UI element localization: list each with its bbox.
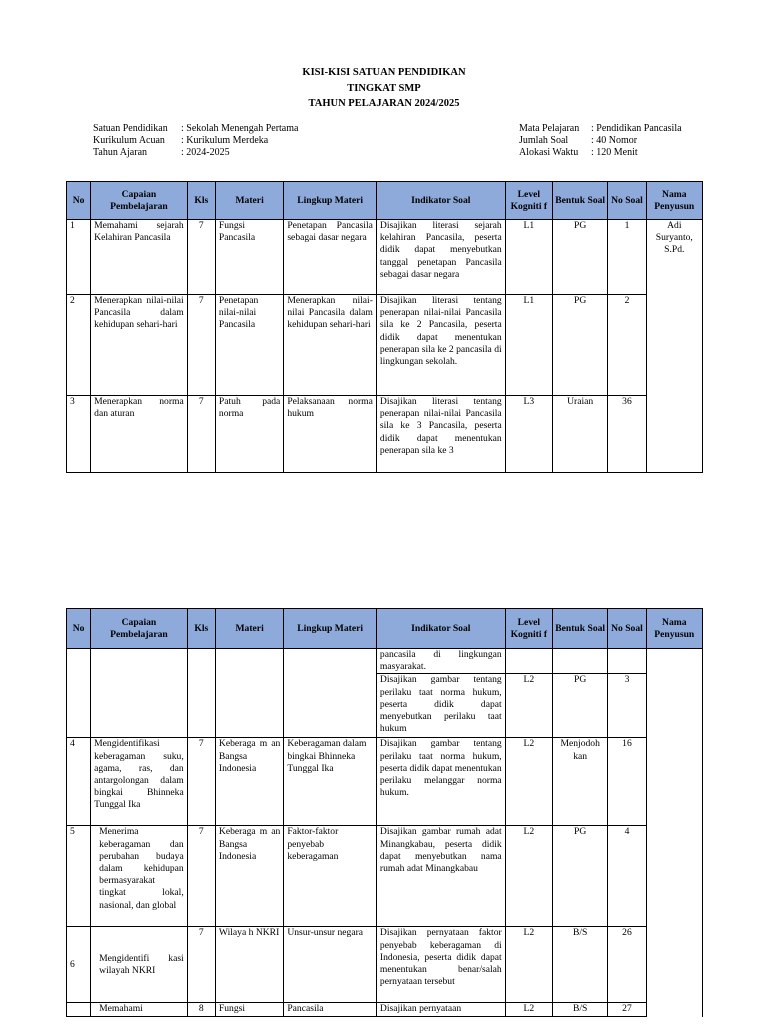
meta-value: : 120 Menit bbox=[591, 147, 638, 158]
cell-capaian: Menerapkan norma dan aturan bbox=[91, 396, 188, 473]
cell-bentuk: B/S bbox=[553, 1003, 608, 1017]
header-nosoal: No Soal bbox=[608, 182, 646, 220]
header-capaian: Capaian Pembelajaran bbox=[91, 609, 188, 649]
cell-level: L3 bbox=[505, 396, 552, 473]
cell-nosoal bbox=[608, 649, 646, 674]
cell-materi: Fungsi bbox=[215, 1003, 283, 1017]
table-row bbox=[67, 396, 703, 473]
header-capaian: Capaian Pembelajaran bbox=[91, 182, 188, 220]
cell-capaian: Mengidentifikasi keberagaman suku, agama, ras, dan antargolongan dalam bingkai Bhinneka Tunggal Ika bbox=[91, 738, 188, 826]
header-bentuk: Bentuk Soal bbox=[553, 182, 608, 220]
cell-bentuk: Uraian bbox=[553, 396, 608, 473]
meta-key: Jumlah Soal bbox=[519, 135, 569, 146]
cell-nosoal: 3 bbox=[608, 674, 646, 738]
table-row bbox=[67, 295, 703, 396]
cell-indikator: Disajikan gambar tentang perilaku taat norma hukum, peserta didik dapat menyebutkan perilaku taat hukum bbox=[376, 674, 505, 738]
cell-level: L1 bbox=[505, 220, 552, 295]
header-indikator: Indikator Soal bbox=[376, 609, 505, 649]
table-row bbox=[67, 220, 703, 295]
doc-title-line3: TAHUN PELAJARAN 2024/2025 bbox=[308, 98, 460, 109]
cell-materi: Patuh pada norma bbox=[215, 396, 283, 473]
meta-row-kurikulum bbox=[93, 135, 298, 147]
meta-right-block bbox=[519, 123, 682, 159]
header-no: No bbox=[67, 182, 91, 220]
cell-no: 4 bbox=[67, 738, 91, 826]
cell-lingkup: Faktor-faktor penyebab keberagaman bbox=[284, 826, 377, 927]
header-level: Level Kogniti f bbox=[505, 609, 552, 649]
cell-indikator bbox=[376, 396, 505, 473]
cell-level: L2 bbox=[505, 674, 552, 738]
cell-indikator: pancasila di lingkungan masyarakat. bbox=[376, 649, 505, 674]
cell-bentuk bbox=[553, 649, 608, 674]
cell-level: L2 bbox=[505, 826, 552, 927]
cell-capaian: Menerapkan nilai-nilai Pancasila dalam kehidupan sehari-hari bbox=[91, 295, 188, 396]
cell-level: L1 bbox=[505, 295, 552, 396]
cell-indikator-text: Disajikan literasi tentang penerapan nilai-nilai Pancasila sila ke 3 Pancasila, peserta didik dapat menentukan penerapan sila ke 3 bbox=[379, 396, 502, 456]
cell-nosoal: 1 bbox=[608, 220, 646, 295]
cell-materi: Fungsi Pancasila bbox=[215, 220, 283, 295]
cell-nosoal: 36 bbox=[608, 396, 646, 473]
cell-bentuk: PG bbox=[553, 220, 608, 295]
cell-kls: 7 bbox=[187, 826, 215, 927]
header-level: Level Kogniti f bbox=[505, 182, 552, 220]
header-nosoal: No Soal bbox=[608, 609, 646, 649]
cell-level: L2 bbox=[505, 738, 552, 826]
meta-key: Alokasi Waktu bbox=[519, 147, 579, 158]
cell-indikator: Disajikan gambar rumah adat Minangkabau, peserta didik dapat menyebutkan nama rumah adat Minangkabau bbox=[376, 826, 505, 927]
cell-indikator: Disajikan literasi tentang penerapan nilai-nilai Pancasila sila ke 2 Pancasila, peserta didik dapat menentukan penerapan sila ke 2 pancasila di lingkungan sekolah. bbox=[376, 295, 505, 396]
header-no: No bbox=[67, 609, 91, 649]
meta-key: Satuan Pendidikan bbox=[93, 123, 168, 134]
header-indikator: Indikator Soal bbox=[376, 182, 505, 220]
cell-lingkup: Keberagaman dalam bingkai Bhinneka Tunggal Ika bbox=[284, 738, 377, 826]
cell-materi: Keberaga m an Bangsa Indonesia bbox=[215, 826, 283, 927]
cell-bentuk: PG bbox=[553, 674, 608, 738]
cell-indikator: Disajikan pernyataan faktor penyebab keberagaman di Indonesia, peserta didik dapat menentukan benar/salah pernyataan tersebut bbox=[376, 927, 505, 1003]
cell-no bbox=[67, 1003, 91, 1017]
cell-level: L2 bbox=[505, 1003, 552, 1017]
cell-capaian: Mengidentifi kasi wilayah NKRI bbox=[91, 927, 188, 1003]
header-nama: Nama Penyusun bbox=[646, 182, 702, 220]
cell-kls bbox=[187, 649, 215, 738]
cell-no: 2 bbox=[67, 295, 91, 396]
meta-value: : Pendidikan Pancasila bbox=[591, 123, 682, 134]
cell-nosoal: 2 bbox=[608, 295, 646, 396]
cell-materi: Keberaga m an Bangsa Indonesia bbox=[215, 738, 283, 826]
cell-lingkup: Unsur-unsur negara bbox=[284, 927, 377, 1003]
cell-materi bbox=[215, 649, 283, 738]
meta-row-jumlah bbox=[519, 135, 682, 147]
cell-nosoal: 26 bbox=[608, 927, 646, 1003]
cell-no: 6 bbox=[67, 927, 91, 1003]
meta-key: Kurikulum Acuan bbox=[93, 135, 165, 146]
cell-kls: 8 bbox=[187, 1003, 215, 1017]
cell-kls: 7 bbox=[187, 220, 215, 295]
cell-capaian: Memahami bbox=[91, 1003, 188, 1017]
cell-lingkup: Penetapan Pancasila sebagai dasar negara bbox=[284, 220, 377, 295]
meta-row-satuan bbox=[93, 123, 298, 135]
meta-value: : 2024-2025 bbox=[181, 147, 230, 158]
cell-capaian bbox=[91, 649, 188, 738]
header-materi: Materi bbox=[215, 609, 283, 649]
header-materi: Materi bbox=[215, 182, 283, 220]
cell-nama-penyusun bbox=[646, 649, 702, 1017]
cell-bentuk: B/S bbox=[553, 927, 608, 1003]
doc-title-line2: TINGKAT SMP bbox=[347, 83, 421, 94]
cell-capaian: Memahami sejarah Kelahiran Pancasila bbox=[91, 220, 188, 295]
cell-lingkup: Pancasila bbox=[284, 1003, 377, 1017]
meta-key: Tahun Ajaran bbox=[93, 147, 148, 158]
cell-materi: Penetapan nilai-nilai Pancasila bbox=[215, 295, 283, 396]
header-kls: Kls bbox=[187, 182, 215, 220]
header-lingkup: Lingkup Materi bbox=[284, 182, 377, 220]
cell-capaian: Menerima keberagaman dan perubahan budaya dalam kehidupan bermasyarakat tingkat lokal, nasional, dan global bbox=[91, 826, 188, 927]
cell-bentuk: PG bbox=[553, 826, 608, 927]
kisi-table-page1 bbox=[66, 181, 703, 473]
meta-left-block bbox=[93, 123, 298, 159]
header-nama: Nama Penyusun bbox=[646, 609, 702, 649]
cell-indikator: Disajikan pernyataan bbox=[376, 1003, 505, 1017]
doc-title-line1: KISI-KISI SATUAN PENDIDIKAN bbox=[302, 67, 466, 78]
cell-kls: 7 bbox=[187, 738, 215, 826]
cell-no: 5 bbox=[67, 826, 91, 927]
cell-nama-penyusun: Adi Suryanto, S.Pd. bbox=[646, 220, 702, 473]
table-header-row bbox=[67, 182, 703, 220]
meta-value: : 40 Nomor bbox=[591, 135, 638, 146]
cell-level bbox=[505, 649, 552, 674]
cell-kls: 7 bbox=[187, 396, 215, 473]
meta-row-tahun bbox=[93, 147, 298, 159]
cell-kls: 7 bbox=[187, 295, 215, 396]
cell-kls: 7 bbox=[187, 927, 215, 1003]
cell-level: L2 bbox=[505, 927, 552, 1003]
table-row bbox=[67, 649, 703, 674]
meta-row-mapel bbox=[519, 123, 682, 135]
meta-key: Mata Pelajaran bbox=[519, 123, 580, 134]
meta-value: : Sekolah Menengah Pertama bbox=[181, 123, 299, 134]
meta-value: : Kurikulum Merdeka bbox=[181, 135, 269, 146]
cell-no: 1 bbox=[67, 220, 91, 295]
header-kls: Kls bbox=[187, 609, 215, 649]
cell-no: 3 bbox=[67, 396, 91, 473]
cell-lingkup: Menerapkan nilai-nilai Pancasila dalam kehidupan sehari-hari bbox=[284, 295, 377, 396]
header-bentuk: Bentuk Soal bbox=[553, 609, 608, 649]
cell-bentuk: Menjodoh kan bbox=[553, 738, 608, 826]
kisi-table-page2 bbox=[66, 608, 703, 1017]
cell-nosoal: 16 bbox=[608, 738, 646, 826]
cell-nosoal: 27 bbox=[608, 1003, 646, 1017]
cell-lingkup bbox=[284, 649, 377, 738]
cell-lingkup: Pelaksanaan norma hukum bbox=[284, 396, 377, 473]
cell-nosoal: 4 bbox=[608, 826, 646, 927]
table-row bbox=[67, 927, 703, 1003]
meta-row-alokasi bbox=[519, 147, 682, 159]
cell-indikator: Disajikan literasi sejarah kelahiran Pancasila, peserta didik dapat menyebutkan tanggal penetapan Pancasila sebagai dasar negara bbox=[376, 220, 505, 295]
cell-no bbox=[67, 649, 91, 738]
table-row bbox=[67, 1003, 703, 1017]
header-lingkup: Lingkup Materi bbox=[284, 609, 377, 649]
cell-bentuk: PG bbox=[553, 295, 608, 396]
table-row bbox=[67, 738, 703, 826]
cell-materi: Wilaya h NKRI bbox=[215, 927, 283, 1003]
table-header-row bbox=[67, 609, 703, 649]
cell-indikator: Disajikan gambar tentang perilaku taat norma hukum, peserta didik dapat menentukan perilaku melanggar norma hukum. bbox=[376, 738, 505, 826]
table-row bbox=[67, 826, 703, 927]
